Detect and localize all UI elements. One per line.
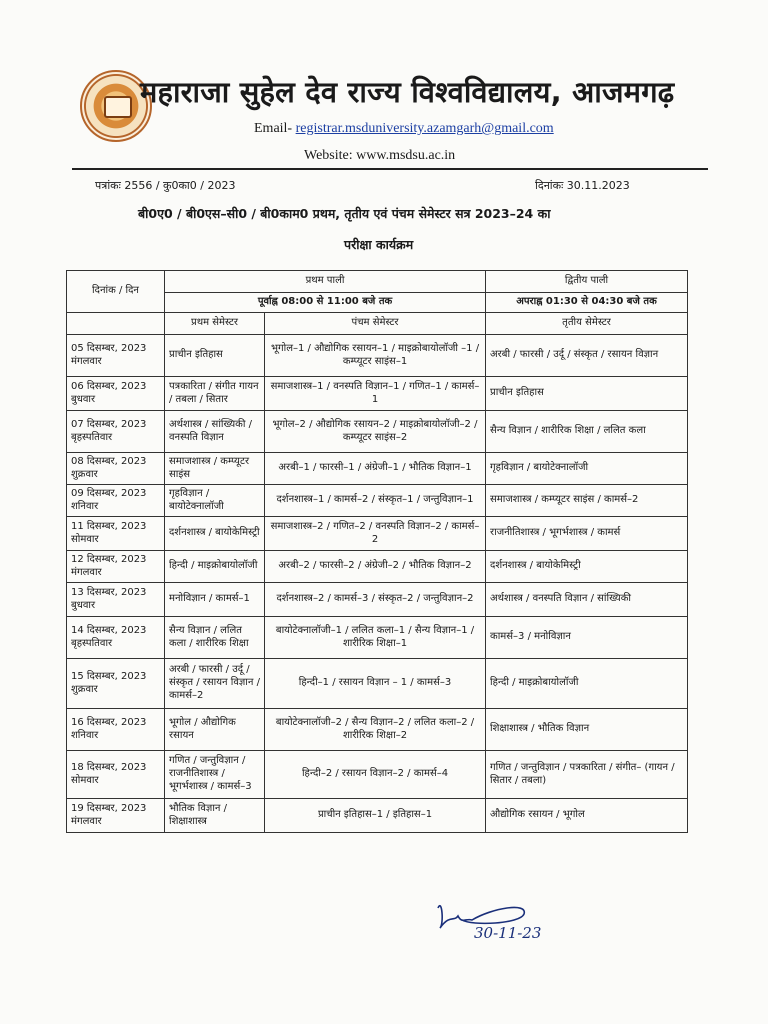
date-day-cell	[67, 453, 165, 485]
sem1-cell: भौतिक विज्ञान / शिक्षाशास्त्र	[165, 799, 265, 833]
sem3-cell: गणित / जन्तुविज्ञान / पत्रकारिता / संगीत– (गायन / सितार / तबला)	[486, 751, 688, 799]
date-day-cell	[67, 335, 165, 377]
exam-date: 19 दिसम्बर, 2023	[71, 802, 147, 814]
exam-day: सोमवार	[71, 533, 99, 545]
sem5-cell: बायोटेक्नालॉजी–1 / ललित कला–1 / सैन्य विज्ञान–1 / शारीरिक शिक्षा–1	[265, 617, 486, 659]
header-date-day: दिनांक / दिन	[67, 271, 165, 313]
sem5-cell: बायोटेक्नालॉजी–2 / सैन्य विज्ञान–2 / ललित कला–2 / शारीरिक शिक्षा–2	[265, 709, 486, 751]
sem3-cell: दर्शनशास्त्र / बायोकेमिस्ट्री	[486, 551, 688, 583]
sem5-cell: दर्शनशास्त्र–1 / कामर्स–2 / संस्कृत–1 / जन्तुविज्ञान–1	[265, 485, 486, 517]
exam-date: 11 दिसम्बर, 2023	[71, 520, 147, 532]
exam-date: 13 दिसम्बर, 2023	[71, 586, 147, 598]
reference-number: पत्रांकः 2556 / कु0का0 / 2023	[95, 179, 236, 192]
exam-day: मंगलवार	[71, 566, 102, 578]
sem5-cell: भूगोल–2 / औद्योगिक रसायन–2 / माइक्रोबायोलॉजी–2 / कम्प्यूटर साइंस–2	[265, 411, 486, 453]
signature-date: 30-11-23	[474, 924, 542, 942]
table-row	[67, 485, 688, 517]
sem3-cell: सैन्य विज्ञान / शारीरिक शिक्षा / ललित कला	[486, 411, 688, 453]
exam-day: शनिवार	[71, 729, 99, 741]
table-row	[67, 517, 688, 551]
email-link[interactable]: registrar.msduniversity.azamgarh@gmail.com	[295, 121, 554, 136]
sem3-cell: औद्योगिक रसायन / भूगोल	[486, 799, 688, 833]
university-name: महाराजा सुहेल देव राज्य विश्वविद्यालय, आजमगढ़	[140, 75, 675, 109]
date-day-cell	[67, 751, 165, 799]
date-day-cell	[67, 411, 165, 453]
exam-date: 07 दिसम्बर, 2023	[71, 418, 147, 430]
exam-date: 05 दिसम्बर, 2023	[71, 342, 147, 354]
table-row	[67, 799, 688, 833]
website-line	[304, 148, 455, 164]
exam-day: बृहस्पतिवार	[71, 431, 113, 443]
header-shift1-time: पूर्वाह्न 08:00 से 11:00 बजे तक	[165, 293, 486, 313]
table-row	[67, 411, 688, 453]
exam-day: मंगलवार	[71, 815, 102, 827]
date-day-cell	[67, 377, 165, 411]
sem5-cell: प्राचीन इतिहास–1 / इतिहास–1	[265, 799, 486, 833]
table-row	[67, 617, 688, 659]
table-row	[67, 377, 688, 411]
book-emblem-icon	[104, 96, 132, 118]
sem5-cell: हिन्दी–2 / रसायन विज्ञान–2 / कामर्स–4	[265, 751, 486, 799]
exam-day: बुधवार	[71, 393, 96, 405]
sem5-cell: अरबी–2 / फारसी–2 / अंग्रेजी–2 / भौतिक विज्ञान–2	[265, 551, 486, 583]
website-label: Website:	[304, 148, 353, 163]
subject-line: बी0ए0 / बी0एस–सी0 / बी0काम0 प्रथम, तृतीय एवं पंचम सेमेस्टर सत्र 2023–24 का	[138, 206, 551, 221]
sem5-cell: समाजशास्त्र–1 / वनस्पति विज्ञान–1 / गणित–1 / कामर्स–1	[265, 377, 486, 411]
sem3-cell: अरबी / फारसी / उर्दू / संस्कृत / रसायन विज्ञान	[486, 335, 688, 377]
header-shift2-time: अपराह्न 01:30 से 04:30 बजे तक	[486, 293, 688, 313]
sem3-cell: कामर्स–3 / मनोविज्ञान	[486, 617, 688, 659]
email-line	[254, 121, 554, 137]
sem3-cell: अर्थशास्त्र / वनस्पति विज्ञान / सांख्यिकी	[486, 583, 688, 617]
exam-date: 09 दिसम्बर, 2023	[71, 487, 147, 499]
sem1-cell: प्राचीन इतिहास	[165, 335, 265, 377]
date-day-cell	[67, 659, 165, 709]
table-row	[67, 751, 688, 799]
program-title: परीक्षा कार्यक्रम	[344, 237, 414, 252]
sem1-cell: दर्शनशास्त्र / बायोकेमिस्ट्री	[165, 517, 265, 551]
sem5-cell: दर्शनशास्त्र–2 / कामर्स–3 / संस्कृत–2 / जन्तुविज्ञान–2	[265, 583, 486, 617]
sem5-cell: हिन्दी–1 / रसायन विज्ञान – 1 / कामर्स–3	[265, 659, 486, 709]
date-day-cell	[67, 799, 165, 833]
sem3-cell: गृहविज्ञान / बायोटेक्नालॉजी	[486, 453, 688, 485]
email-label: Email-	[254, 121, 293, 136]
exam-date: 12 दिसम्बर, 2023	[71, 553, 147, 565]
exam-date: 15 दिसम्बर, 2023	[71, 670, 147, 682]
sem1-cell: हिन्दी / माइक्रोबायोलॉजी	[165, 551, 265, 583]
sem3-cell: राजनीतिशास्त्र / भूगर्भशास्त्र / कामर्स	[486, 517, 688, 551]
sem3-cell: प्राचीन इतिहास	[486, 377, 688, 411]
date-day-cell	[67, 709, 165, 751]
sem1-cell: समाजशास्त्र / कम्प्यूटर साइंस	[165, 453, 265, 485]
header-shift1: प्रथम पाली	[165, 271, 486, 293]
table-row	[67, 453, 688, 485]
sem1-cell: गृहविज्ञान / बायोटेक्नालॉजी	[165, 485, 265, 517]
sem5-cell: समाजशास्त्र–2 / गणित–2 / वनस्पति विज्ञान–2 / कामर्स–2	[265, 517, 486, 551]
sem3-cell: हिन्दी / माइक्रोबायोलॉजी	[486, 659, 688, 709]
header-sem3: तृतीय सेमेस्टर	[486, 313, 688, 335]
date-day-cell	[67, 583, 165, 617]
table-row	[67, 659, 688, 709]
header-blank	[67, 313, 165, 335]
exam-day: बृहस्पतिवार	[71, 637, 113, 649]
sem3-cell: समाजशास्त्र / कम्प्यूटर साइंस / कामर्स–2	[486, 485, 688, 517]
sem5-cell: अरबी–1 / फारसी–1 / अंग्रेजी–1 / भौतिक विज्ञान–1	[265, 453, 486, 485]
table-row	[67, 551, 688, 583]
exam-date: 06 दिसम्बर, 2023	[71, 380, 147, 392]
exam-day: शुक्रवार	[71, 468, 98, 480]
website-link[interactable]: www.msdsu.ac.in	[356, 148, 456, 163]
sem1-cell: भूगोल / औद्योगिक रसायन	[165, 709, 265, 751]
header-divider	[72, 168, 708, 170]
exam-day: शनिवार	[71, 500, 99, 512]
exam-day: शुक्रवार	[71, 683, 98, 695]
date-day-cell	[67, 551, 165, 583]
exam-date: 18 दिसम्बर, 2023	[71, 761, 147, 773]
sem1-cell: गणित / जन्तुविज्ञान / राजनीतिशास्त्र / भूगर्भशास्त्र / कामर्स–3	[165, 751, 265, 799]
sem1-cell: अरबी / फारसी / उर्दू / संस्कृत / रसायन विज्ञान / कामर्स–2	[165, 659, 265, 709]
exam-date: 16 दिसम्बर, 2023	[71, 716, 147, 728]
exam-schedule-table	[66, 270, 688, 833]
exam-day: बुधवार	[71, 599, 96, 611]
header-shift2: द्वितीय पाली	[486, 271, 688, 293]
table-row	[67, 335, 688, 377]
exam-day: मंगलवार	[71, 355, 102, 367]
sem1-cell: अर्थशास्त्र / सांख्यिकी / वनस्पति विज्ञान	[165, 411, 265, 453]
date-day-cell	[67, 517, 165, 551]
table-row	[67, 709, 688, 751]
sem5-cell: भूगोल–1 / औद्योगिक रसायन–1 / माइक्रोबायोलॉजी –1 / कम्प्यूटर साइंस–1	[265, 335, 486, 377]
sem1-cell: सैन्य विज्ञान / ललित कला / शारीरिक शिक्षा	[165, 617, 265, 659]
header-sem1: प्रथम सेमेस्टर	[165, 313, 265, 335]
date-day-cell	[67, 485, 165, 517]
table-row	[67, 583, 688, 617]
letter-date: दिनांकः 30.11.2023	[535, 179, 630, 192]
sem1-cell: मनोविज्ञान / कामर्स–1	[165, 583, 265, 617]
sem1-cell: पत्रकारिता / संगीत गायन / तबला / सितार	[165, 377, 265, 411]
header-sem5: पंचम सेमेस्टर	[265, 313, 486, 335]
exam-day: सोमवार	[71, 774, 99, 786]
exam-date: 08 दिसम्बर, 2023	[71, 455, 147, 467]
sem3-cell: शिक्षाशास्त्र / भौतिक विज्ञान	[486, 709, 688, 751]
exam-date: 14 दिसम्बर, 2023	[71, 624, 147, 636]
date-day-cell	[67, 617, 165, 659]
